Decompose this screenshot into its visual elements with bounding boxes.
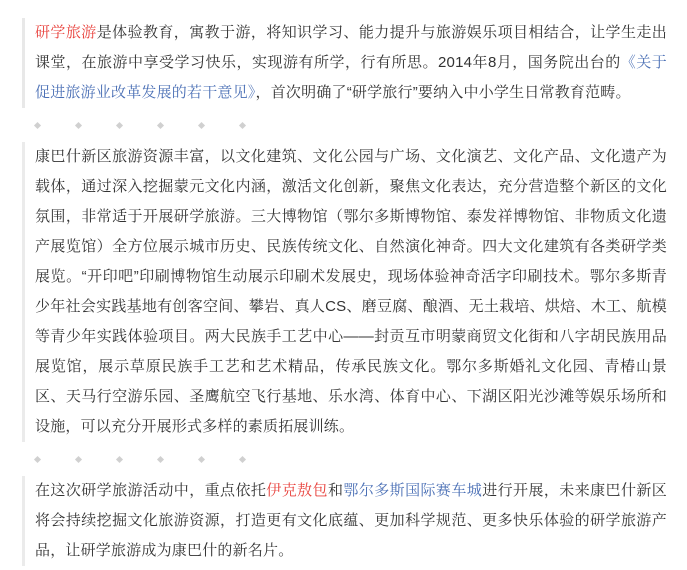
divider-dot-icon [157,455,164,462]
paragraph-resources [22,142,667,442]
divider-dot-icon [239,455,246,462]
divider-dots [35,457,245,462]
divider-dot-icon [198,121,205,128]
text-segment-normal: 进行开展，未来康巴什新区将会持续挖掘文化旅游资源，打造更有文化底蕴、更加科学规范、更多快乐体验的研学旅游产品，让研学旅游成为康巴什的新名片。 [35,482,667,559]
divider-dot-icon [34,121,41,128]
divider-dot-icon [198,455,205,462]
paragraph-intro [22,18,667,108]
text-segment-red[interactable]: 研学旅游 [35,24,97,41]
paragraph-conclusion [22,476,667,566]
section-divider-1 [22,108,667,142]
divider-dot-icon [116,121,123,128]
text-segment-normal: 在这次研学旅游活动中，重点依托 [35,482,267,499]
divider-dot-icon [116,455,123,462]
divider-dots [35,123,245,128]
divider-dot-icon [75,121,82,128]
text-segment-blue[interactable]: 鄂尔多斯国际赛车城 [343,482,483,499]
divider-dot-icon [157,121,164,128]
text-segment-normal: ，首次明确了“研学旅行”要纳入中小学生日常教育范畴。 [255,84,631,101]
divider-dot-icon [34,455,41,462]
divider-dot-icon [239,121,246,128]
text-segment-red[interactable]: 伊克敖包 [266,482,328,499]
section-divider-2 [22,442,667,476]
divider-dot-icon [75,455,82,462]
text-segment-normal: 和 [327,482,344,499]
text-segment-blue[interactable]: 《关于促进旅游业改革发展的若干意见》 [35,54,667,101]
text-segment-normal: 康巴什新区旅游资源丰富，以文化建筑、文化公园与广场、文化演艺、文化产品、文化遗产为载体，通过深入挖掘蒙元文化内涵，激活文化创新，聚焦文化表达，充分营造整个新区的文化氛围，非常适于开展研学旅游。三大博物馆（鄂尔多斯博物馆、泰发祥博物馆、非物质文化遗产展览馆）全方位展示城市历史、民族传统文化、自然演化神奇。四大文化建筑有各类研学类展览。“开印吧”印刷博物馆生动展示印刷术发展史，现场体验神奇活字印刷技术。鄂尔多斯青少年社会实践基地有创客空间、攀岩、真人CS、磨豆腐、酿酒、无土栽培、烘焙、木工、航模等青少年实践体验项目。两大民族手工艺中心——封贡互市明蒙商贸文化街和八字胡民族用品展览馆，展示草原民族手工艺和艺术精品，传承民族文化。鄂尔多斯婚礼文化园、青椿山景区、天马行空游乐园、圣鹰航空飞行基地、乐水湾、体育中心、下湖区阳光沙滩等娱乐场所和设施，可以充分开展形式多样的素质拓展训练。 [35,148,667,435]
text-segment-normal: 是体验教育，寓教于游，将知识学习、能力提升与旅游娱乐项目相结合，让学生走出课堂，在旅游中享受学习快乐，实现游有所学，行有所思。2014年8月，国务院出台的 [35,24,667,71]
